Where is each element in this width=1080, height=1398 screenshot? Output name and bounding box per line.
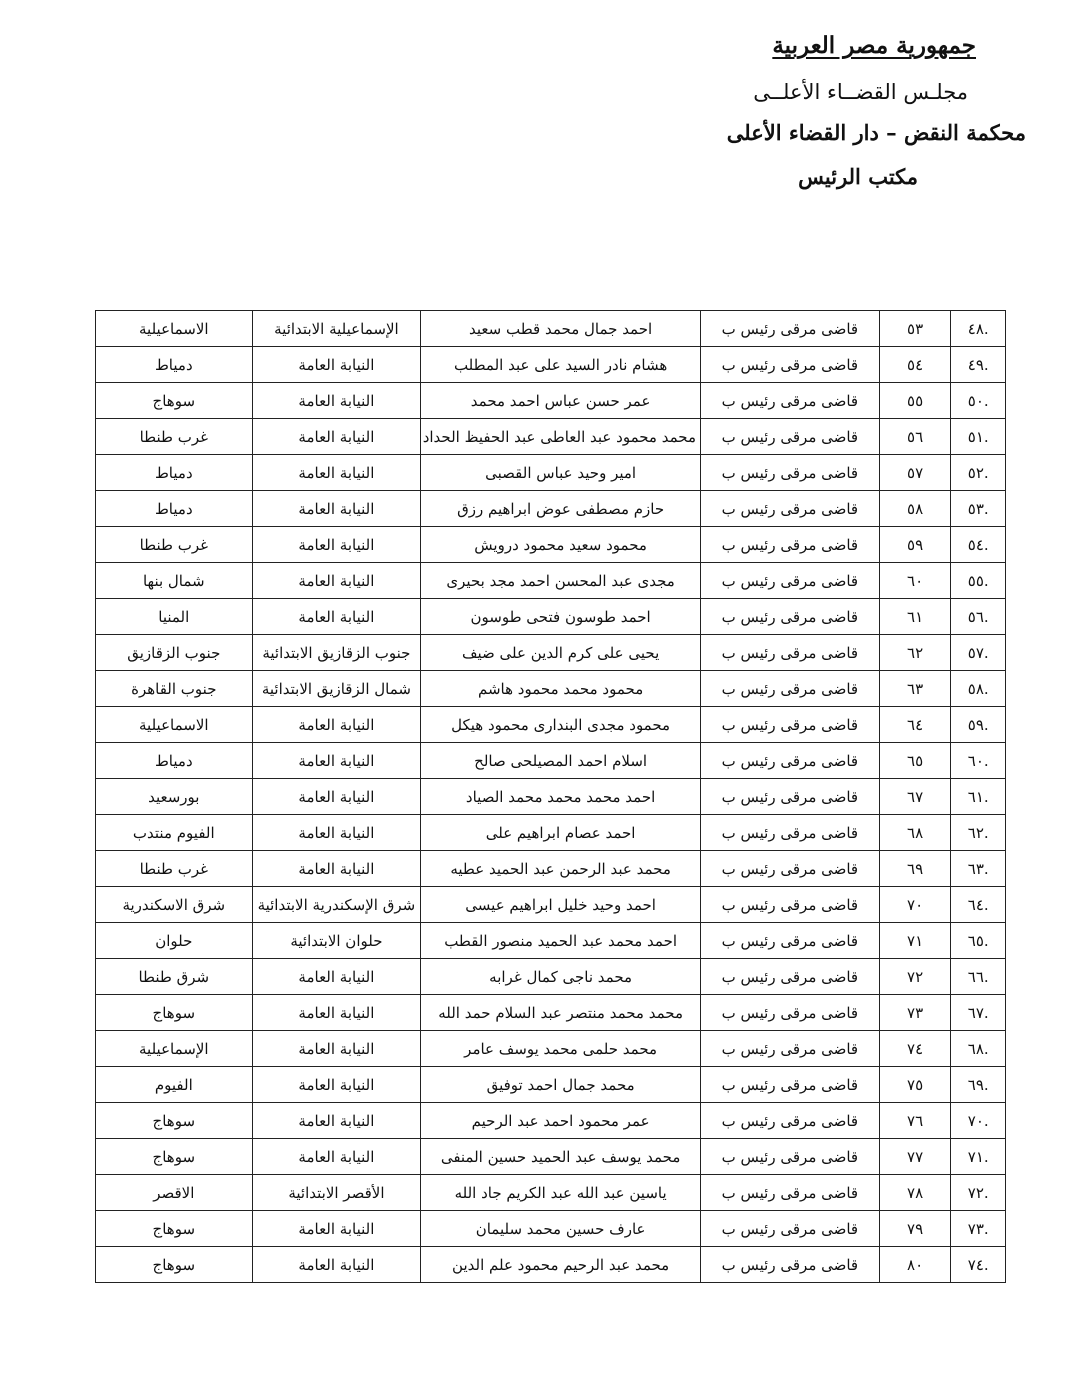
table-row — [96, 887, 1006, 923]
court-cell: غرب طنطا — [96, 419, 253, 455]
department-cell: النيابة العامة — [252, 599, 421, 635]
seniority-cell: ٧٠ — [879, 887, 951, 923]
name-cell: محمد عبد الرحيم محمود علم الدين — [421, 1247, 701, 1283]
department-cell: النيابة العامة — [252, 743, 421, 779]
grade-cell: قاضى مرقى رئيس ب — [701, 1139, 880, 1175]
department-cell: شرق الإسكندرية الابتدائية — [252, 887, 421, 923]
table-row — [96, 779, 1006, 815]
serial-cell: .٧٣ — [951, 1211, 1006, 1247]
serial-cell: .٥٢ — [951, 455, 1006, 491]
table-row — [96, 743, 1006, 779]
department-cell: شمال الزقازيق الابتدائية — [252, 671, 421, 707]
serial-cell: .٦٤ — [951, 887, 1006, 923]
court-cell: دمياط — [96, 743, 253, 779]
serial-cell: .٥١ — [951, 419, 1006, 455]
name-cell: محمود محمد محمود هاشم — [421, 671, 701, 707]
grade-cell: قاضى مرقى رئيس ب — [701, 779, 880, 815]
seniority-cell: ٥٣ — [879, 311, 951, 347]
grade-cell: قاضى مرقى رئيس ب — [701, 1247, 880, 1283]
seniority-cell: ٦٢ — [879, 635, 951, 671]
seniority-cell: ٧٩ — [879, 1211, 951, 1247]
department-cell: النيابة العامة — [252, 815, 421, 851]
name-cell: محمد ناجى كمال غرابه — [421, 959, 701, 995]
council-title: مجلـس القضــاء الأعلــى — [753, 80, 968, 104]
seniority-cell: ٥٤ — [879, 347, 951, 383]
court-cell: جنوب الزقازيق — [96, 635, 253, 671]
court-cell: جنوب القاهرة — [96, 671, 253, 707]
table-row — [96, 563, 1006, 599]
serial-cell: .٦٧ — [951, 995, 1006, 1031]
name-cell: يحيى على كرم الدين على ضيف — [421, 635, 701, 671]
name-cell: محمد يوسف عبد الحميد حسين المنفى — [421, 1139, 701, 1175]
court-cell: سوهاج — [96, 1211, 253, 1247]
grade-cell: قاضى مرقى رئيس ب — [701, 563, 880, 599]
document-header — [500, 28, 1026, 198]
court-cell: غرب طنطا — [96, 527, 253, 563]
grade-cell: قاضى مرقى رئيس ب — [701, 707, 880, 743]
name-cell: محمد عبد الرحمن عبد الحميد عطيه — [421, 851, 701, 887]
seniority-cell: ٥٦ — [879, 419, 951, 455]
grade-cell: قاضى مرقى رئيس ب — [701, 455, 880, 491]
seniority-cell: ٧٤ — [879, 1031, 951, 1067]
court-cell: الفيوم منتدب — [96, 815, 253, 851]
table-row — [96, 1247, 1006, 1283]
court-cell: سوهاج — [96, 1247, 253, 1283]
serial-cell: .٥٤ — [951, 527, 1006, 563]
serial-cell: .٧٤ — [951, 1247, 1006, 1283]
department-cell: النيابة العامة — [252, 527, 421, 563]
table-row — [96, 491, 1006, 527]
seniority-cell: ٦١ — [879, 599, 951, 635]
court-cell: شرق طنطا — [96, 959, 253, 995]
serial-cell: .٥٨ — [951, 671, 1006, 707]
court-cell: شرق الاسكندرية — [96, 887, 253, 923]
department-cell: الأقصر الابتدائية — [252, 1175, 421, 1211]
serial-cell: .٥٥ — [951, 563, 1006, 599]
court-cell: الاسماعيلية — [96, 707, 253, 743]
grade-cell: قاضى مرقى رئيس ب — [701, 671, 880, 707]
court-cell: الإسماعيلية — [96, 1031, 253, 1067]
department-cell: النيابة العامة — [252, 1211, 421, 1247]
department-cell: النيابة العامة — [252, 995, 421, 1031]
department-cell: حلوان الابتدائية — [252, 923, 421, 959]
court-cell: المنيا — [96, 599, 253, 635]
name-cell: احمد جمال محمد قطب سعيد — [421, 311, 701, 347]
grade-cell: قاضى مرقى رئيس ب — [701, 527, 880, 563]
name-cell: محمود مجدى البندارى محمود هيكل — [421, 707, 701, 743]
serial-cell: .٤٩ — [951, 347, 1006, 383]
department-cell: النيابة العامة — [252, 491, 421, 527]
grade-cell: قاضى مرقى رئيس ب — [701, 923, 880, 959]
table-row — [96, 995, 1006, 1031]
grade-cell: قاضى مرقى رئيس ب — [701, 1031, 880, 1067]
seniority-cell: ٦٠ — [879, 563, 951, 599]
serial-cell: .٦٥ — [951, 923, 1006, 959]
grade-cell: قاضى مرقى رئيس ب — [701, 1211, 880, 1247]
table-row — [96, 851, 1006, 887]
court-cell: سوهاج — [96, 1103, 253, 1139]
seniority-cell: ٦٥ — [879, 743, 951, 779]
serial-cell: .٧٢ — [951, 1175, 1006, 1211]
grade-cell: قاضى مرقى رئيس ب — [701, 1067, 880, 1103]
serial-cell: .٥٦ — [951, 599, 1006, 635]
serial-cell: .٦٩ — [951, 1067, 1006, 1103]
name-cell: احمد عصام ابراهيم على — [421, 815, 701, 851]
table-row — [96, 527, 1006, 563]
name-cell: امير وحيد عباس القصبى — [421, 455, 701, 491]
department-cell: الإسماعيلية الابتدائية — [252, 311, 421, 347]
name-cell: محمد محمود عبد العاطى عبد الحفيظ الحداد — [421, 419, 701, 455]
name-cell: ياسين عبد الله عبد الكريم جاد الله — [421, 1175, 701, 1211]
name-cell: عمر محمود احمد عبد الرحيم — [421, 1103, 701, 1139]
table-row — [96, 1139, 1006, 1175]
seniority-cell: ٨٠ — [879, 1247, 951, 1283]
serial-cell: .٥٣ — [951, 491, 1006, 527]
department-cell: النيابة العامة — [252, 455, 421, 491]
seniority-cell: ٥٧ — [879, 455, 951, 491]
court-cell: سوهاج — [96, 383, 253, 419]
table-body — [96, 311, 1006, 1283]
name-cell: احمد محمد محمد محمد الصياد — [421, 779, 701, 815]
table-row — [96, 815, 1006, 851]
serial-cell: .٦٠ — [951, 743, 1006, 779]
seniority-cell: ٧٥ — [879, 1067, 951, 1103]
table-row — [96, 1067, 1006, 1103]
name-cell: اسلام احمد المصيلحى صالح — [421, 743, 701, 779]
grade-cell: قاضى مرقى رئيس ب — [701, 815, 880, 851]
grade-cell: قاضى مرقى رئيس ب — [701, 491, 880, 527]
department-cell: النيابة العامة — [252, 1247, 421, 1283]
name-cell: محمد جمال احمد توفيق — [421, 1067, 701, 1103]
name-cell: احمد محمد عبد الحميد منصور القطب — [421, 923, 701, 959]
table-row — [96, 1175, 1006, 1211]
name-cell: عارف حسين محمد سليمان — [421, 1211, 701, 1247]
table-row — [96, 707, 1006, 743]
seniority-cell: ٥٥ — [879, 383, 951, 419]
court-cell: الاقصر — [96, 1175, 253, 1211]
table-row — [96, 455, 1006, 491]
name-cell: هشام نادر السيد على عبد المطلب — [421, 347, 701, 383]
grade-cell: قاضى مرقى رئيس ب — [701, 851, 880, 887]
table-row — [96, 311, 1006, 347]
office-title: مكتب الرئيس — [798, 164, 918, 189]
table-row — [96, 419, 1006, 455]
department-cell: النيابة العامة — [252, 1067, 421, 1103]
court-cell: شمال بنها — [96, 563, 253, 599]
name-cell: محمد حلمى محمد يوسف عامر — [421, 1031, 701, 1067]
name-cell: عمر حسن عباس احمد محمد — [421, 383, 701, 419]
court-cell: الاسماعيلية — [96, 311, 253, 347]
table-row — [96, 671, 1006, 707]
grade-cell: قاضى مرقى رئيس ب — [701, 1103, 880, 1139]
seniority-cell: ٧٧ — [879, 1139, 951, 1175]
department-cell: جنوب الزقازيق الابتدائية — [252, 635, 421, 671]
grade-cell: قاضى مرقى رئيس ب — [701, 599, 880, 635]
serial-cell: .٤٨ — [951, 311, 1006, 347]
seniority-cell: ٥٨ — [879, 491, 951, 527]
seniority-cell: ٦٣ — [879, 671, 951, 707]
serial-cell: .٦٢ — [951, 815, 1006, 851]
seniority-cell: ٥٩ — [879, 527, 951, 563]
court-cell: حلوان — [96, 923, 253, 959]
seniority-cell: ٧٨ — [879, 1175, 951, 1211]
department-cell: النيابة العامة — [252, 347, 421, 383]
grade-cell: قاضى مرقى رئيس ب — [701, 1175, 880, 1211]
department-cell: النيابة العامة — [252, 779, 421, 815]
seniority-cell: ٧٣ — [879, 995, 951, 1031]
serial-cell: .٦٨ — [951, 1031, 1006, 1067]
seniority-cell: ٧٦ — [879, 1103, 951, 1139]
seniority-cell: ٧١ — [879, 923, 951, 959]
name-cell: محمود سعيد محمود درويش — [421, 527, 701, 563]
serial-cell: .٧١ — [951, 1139, 1006, 1175]
table-row — [96, 923, 1006, 959]
seniority-cell: ٧٢ — [879, 959, 951, 995]
serial-cell: .٧٠ — [951, 1103, 1006, 1139]
serial-cell: .٥٩ — [951, 707, 1006, 743]
grade-cell: قاضى مرقى رئيس ب — [701, 887, 880, 923]
seniority-cell: ٦٩ — [879, 851, 951, 887]
table-row — [96, 347, 1006, 383]
court-cell: دمياط — [96, 455, 253, 491]
name-cell: احمد وحيد خليل ابراهيم عيسى — [421, 887, 701, 923]
table-row — [96, 635, 1006, 671]
grade-cell: قاضى مرقى رئيس ب — [701, 995, 880, 1031]
court-cell: سوهاج — [96, 995, 253, 1031]
table-row — [96, 1103, 1006, 1139]
grade-cell: قاضى مرقى رئيس ب — [701, 383, 880, 419]
name-cell: محمد محمد منتصر عبد السلام حمد الله — [421, 995, 701, 1031]
serial-cell: .٦١ — [951, 779, 1006, 815]
country-title: جمهورية مصر العربية — [772, 32, 976, 59]
grade-cell: قاضى مرقى رئيس ب — [701, 743, 880, 779]
department-cell: النيابة العامة — [252, 959, 421, 995]
court-title: محكمة النقض – دار القضاء الأعلى — [726, 120, 1026, 145]
seniority-cell: ٦٤ — [879, 707, 951, 743]
seniority-cell: ٦٧ — [879, 779, 951, 815]
court-cell: سوهاج — [96, 1139, 253, 1175]
name-cell: مجدى عبد المحسن احمد مجد بحيرى — [421, 563, 701, 599]
seniority-cell: ٦٨ — [879, 815, 951, 851]
court-cell: الفيوم — [96, 1067, 253, 1103]
grade-cell: قاضى مرقى رئيس ب — [701, 347, 880, 383]
department-cell: النيابة العامة — [252, 707, 421, 743]
department-cell: النيابة العامة — [252, 383, 421, 419]
name-cell: احمد طوسون فتحى طوسون — [421, 599, 701, 635]
court-cell: دمياط — [96, 491, 253, 527]
department-cell: النيابة العامة — [252, 1031, 421, 1067]
grade-cell: قاضى مرقى رئيس ب — [701, 311, 880, 347]
department-cell: النيابة العامة — [252, 563, 421, 599]
grade-cell: قاضى مرقى رئيس ب — [701, 635, 880, 671]
grade-cell: قاضى مرقى رئيس ب — [701, 419, 880, 455]
table-row — [96, 1031, 1006, 1067]
table-row — [96, 599, 1006, 635]
serial-cell: .٥٧ — [951, 635, 1006, 671]
court-cell: غرب طنطا — [96, 851, 253, 887]
court-cell: بورسعيد — [96, 779, 253, 815]
department-cell: النيابة العامة — [252, 1139, 421, 1175]
grade-cell: قاضى مرقى رئيس ب — [701, 959, 880, 995]
table-row — [96, 383, 1006, 419]
table-row — [96, 959, 1006, 995]
department-cell: النيابة العامة — [252, 419, 421, 455]
department-cell: النيابة العامة — [252, 1103, 421, 1139]
serial-cell: .٦٣ — [951, 851, 1006, 887]
serial-cell: .٥٠ — [951, 383, 1006, 419]
promotions-table — [95, 310, 1006, 1283]
department-cell: النيابة العامة — [252, 851, 421, 887]
court-cell: دمياط — [96, 347, 253, 383]
name-cell: حازم مصطفى عوض ابراهيم رزق — [421, 491, 701, 527]
table-row — [96, 1211, 1006, 1247]
serial-cell: .٦٦ — [951, 959, 1006, 995]
